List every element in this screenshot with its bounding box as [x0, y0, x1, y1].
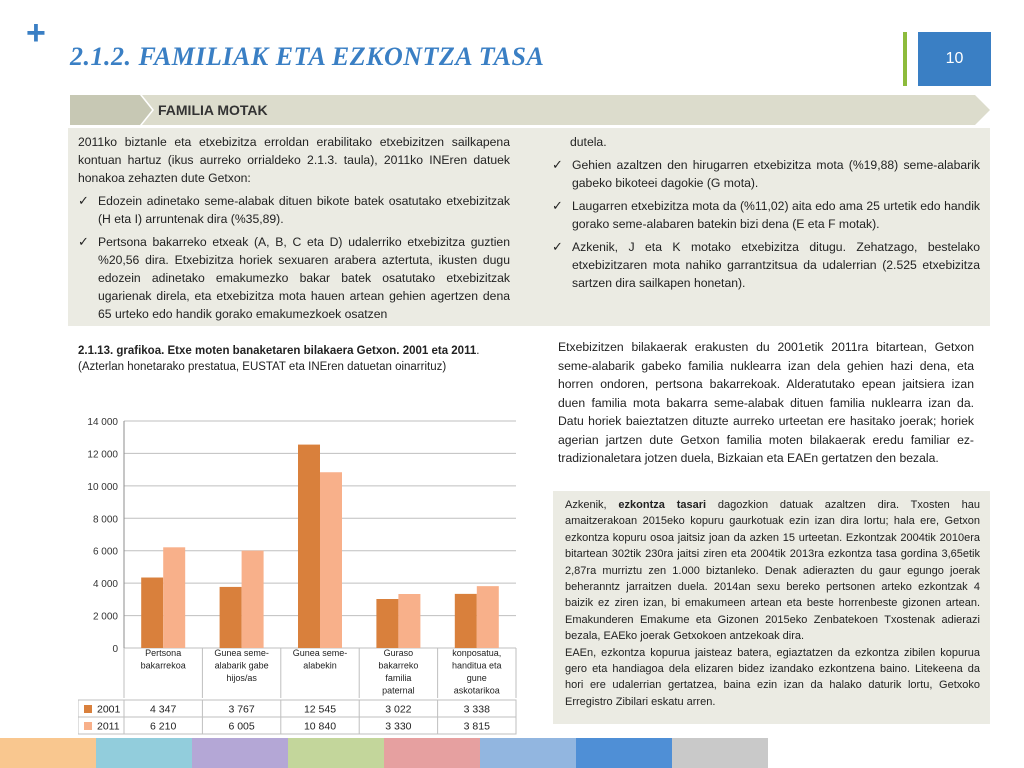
- bullet-2: [78, 233, 510, 323]
- bar-2011-4: [477, 586, 499, 648]
- bar-2001-0: [141, 578, 163, 648]
- page-title: 2.1.2. FAMILIAK ETA EZKONTZA TASA: [70, 42, 545, 71]
- y-tick-label: 10 000: [87, 481, 118, 493]
- marriage-text-post: dagozkion datuak azaltzen dira. Txosten hau amaitzerakoan 2015eko kopuru gaurkotuak ezin izan dira lortu; hala ere, Getxon ezkontza kopuru osoa jaitsiz joan da azken 15 urteetan. Ezkontzak 2004tik 2010era bitartean 302tik 230ra jaitsi ziren eta 2004tik 2013ra ezkontza tasa gordina 3,65etik 2,87ra murriztu zen 1.000 biztanleko. Denak adierazten du gaur egungo joerak beheranntz jarraitzen duela. 2014an sexu bereko pertsonen arteko ezkontzak 4 baizik ez ziren izan, bi emakumeen artean eta beste horrenbeste gizonen artean. Emakunderen Emakume eta Gizonen 2015eko Zenbatekoen Txostenak adierazi bezala, EAEko joerak Getxokoen antzekoak dira.: [565, 499, 980, 643]
- table-value: 6 005: [228, 720, 255, 733]
- y-tick-label: 8 000: [92, 514, 118, 526]
- page-number: 10: [918, 32, 991, 86]
- footer-color-strip: [0, 738, 1024, 768]
- marriage-box-text: [565, 497, 980, 710]
- bar-2001-2: [298, 445, 320, 648]
- x-category-label: Pertsona: [145, 648, 182, 658]
- x-category-label: paternal: [382, 685, 415, 696]
- legend-label: 2001: [97, 703, 121, 716]
- checkmark-icon: ✓: [552, 239, 563, 254]
- bullet-5-text: Azkenik, J eta K motako etxebizitza ditugu. Zehatzago, bestelako etxebizitzaren mota nahiko garrantzitsua da udalerrian (2.525 etxebizitza sartzen dira sailkapen honetan).: [572, 240, 980, 290]
- section-label: FAMILIA MOTAK: [158, 102, 268, 118]
- bullet-3-text: Gehien azaltzen den hirugarren etxebizitza mota (%19,88) seme-alabarik gabeko bikoteei dagokie (G mota).: [572, 158, 980, 190]
- footer-color-block: [288, 738, 384, 768]
- bullet-4-text: Laugarren etxebizitza mota da (%11,02) aita edo ama 25 urtetik edo handik gorako seme-alabaren batekin bizi dena (E eta F motak).: [572, 199, 980, 231]
- bar-chart-svg: [78, 408, 520, 738]
- chart-caption-dot: .: [476, 345, 480, 357]
- footer-color-block: [0, 738, 96, 768]
- continued-text: dutela.: [570, 135, 607, 149]
- plus-icon: +: [26, 14, 46, 52]
- x-category-label: handitua eta: [452, 660, 502, 671]
- x-category-label: bakarreko: [378, 660, 419, 671]
- bar-chart: [78, 408, 520, 743]
- right-analysis-text: Etxebizitzen bilakaerak erakusten du 2001etik 2011ra bitartean, Getxon seme-alabarik gabeko familia nuklearra izan dela gehien hazi dena, eta horren ondoren, pertsona bakarrekoak. Alderatutako epean jaitsiera izan duen familia mota bakarra seme-alabak dituen familia nuklearra izan da. Datu horiek baieztatzen dituzte aurreko urteetan ere hasitako joerak; horiek agerian jartzen dute Getxon familia moten bilakaerak eredu familiar ez-tradizionaletara jotzen duela, Bizkaian eta EAEn gertatzen den bezala.: [558, 340, 974, 465]
- footer-color-block: [576, 738, 672, 768]
- y-tick-label: 6 000: [92, 546, 118, 558]
- table-value: 3 815: [463, 720, 490, 733]
- chart-caption-source: (Azterlan honetarako prestatua, EUSTAT eta INEren datuetan oinarrituz): [78, 361, 447, 373]
- checkmark-icon: ✓: [78, 234, 89, 249]
- x-category-label: alabarik gabe: [214, 660, 269, 671]
- x-category-label: familia: [385, 673, 412, 683]
- legend-label: 2011: [97, 720, 120, 733]
- bullet-5: [552, 238, 980, 292]
- x-category-label: alabekin: [303, 660, 337, 671]
- table-value: 3 767: [228, 703, 255, 716]
- legend-swatch: [84, 722, 92, 730]
- chart-caption-title: 2.1.13. grafikoa. Etxe moten banaketaren bilakaera Getxon. 2001 eta 2011: [78, 345, 477, 357]
- table-value: 6 210: [150, 720, 177, 733]
- checkmark-icon: ✓: [552, 157, 563, 172]
- bar-2001-4: [455, 594, 477, 648]
- section-band: [70, 95, 990, 125]
- bullet-1-text: Edozein adinetako seme-alabak dituen bikote batek osatutako etxebizitzak (H eta I) arruntenak dira (%35,89).: [98, 194, 510, 226]
- table-value: 10 840: [303, 720, 337, 733]
- table-value: 3 338: [463, 703, 490, 716]
- table-value: 12 545: [303, 703, 337, 716]
- bullet-1: [78, 192, 510, 228]
- intro-left-column: [78, 133, 510, 333]
- intro-paragraph: 2011ko biztanle eta etxebizitza erroldan erabilitako etxebizitzen sailkapena kontuan hartuz (ikus aurreko orrialdeko 2.1.3. taula), 2011ko INEren datuek honakoa zehazten dute Getxon:: [78, 135, 510, 185]
- x-category-label: konposatua,: [452, 648, 502, 658]
- x-category-label: Gunea seme-: [214, 648, 269, 658]
- bar-2001-3: [376, 599, 398, 648]
- y-tick-label: 14 000: [87, 417, 118, 428]
- table-row: [78, 717, 516, 734]
- y-tick-label: 4 000: [92, 579, 118, 591]
- bullet-3: [552, 156, 980, 192]
- bullet-2-text: Pertsona bakarreko etxeak (A, B, C eta D) udalerriko etxebizitza guztien %20,56 dira. Etxebizitza horiek sexuaren arabera aztertuta, ikusten dugu edozein adinetako emakumezko bakar batek osatutako etxebizitzak ugarienak direla, eta etxebizitza mota hauen artean gehien agertzen dena 65 urteko edo handik gorako emakumezkoek osatzen: [98, 235, 510, 321]
- x-category-label: hijos/as: [226, 673, 257, 683]
- footer-color-block: [672, 738, 768, 768]
- x-category-label: Guraso: [383, 648, 414, 658]
- x-category-label: askotarikoa: [453, 685, 500, 696]
- table-value: 3 330: [385, 720, 412, 733]
- accent-bar: [903, 32, 907, 86]
- chart-caption: [78, 343, 518, 375]
- bar-2011-3: [398, 594, 420, 648]
- table-value: 4 347: [150, 703, 177, 716]
- table-value: 3 022: [385, 703, 412, 716]
- y-tick-label: 0: [112, 644, 118, 655]
- footer-color-block: [384, 738, 480, 768]
- legend-swatch: [84, 705, 92, 713]
- checkmark-icon: ✓: [552, 198, 563, 213]
- bar-2011-2: [320, 472, 342, 648]
- marriage-text-pre: Azkenik,: [565, 499, 619, 511]
- bar-2011-1: [242, 551, 264, 648]
- bar-2001-1: [220, 587, 242, 648]
- footer-color-block: [192, 738, 288, 768]
- x-category-label: Gunea seme-: [292, 648, 348, 658]
- marriage-text-bold: ezkontza tasari: [618, 499, 707, 511]
- bullet-4: [552, 197, 980, 233]
- checkmark-icon: ✓: [78, 193, 89, 208]
- table-row: [78, 700, 516, 717]
- x-category-label: gune: [466, 673, 487, 683]
- x-category-label: bakarrekoa: [140, 660, 186, 671]
- y-tick-label: 12 000: [87, 449, 118, 461]
- footer-color-block: [96, 738, 192, 768]
- footer-color-block: [480, 738, 576, 768]
- marriage-text-para2: EAEn, ezkontza kopurua jaisteaz batera, egiaztatzen da ezkontza zibilen kopurua gero eta handiagoa dela elizaren bidez izandako ezkontzena baino. Litekeena da hori ere udalerrian gertatzea, baina ezin izan da halako daturik lortu, Getxoko Erregistro Zibilari eskatu arren.: [565, 646, 980, 708]
- bar-2011-0: [163, 547, 185, 648]
- intro-right-column: [552, 133, 980, 297]
- y-tick-label: 2 000: [92, 611, 118, 623]
